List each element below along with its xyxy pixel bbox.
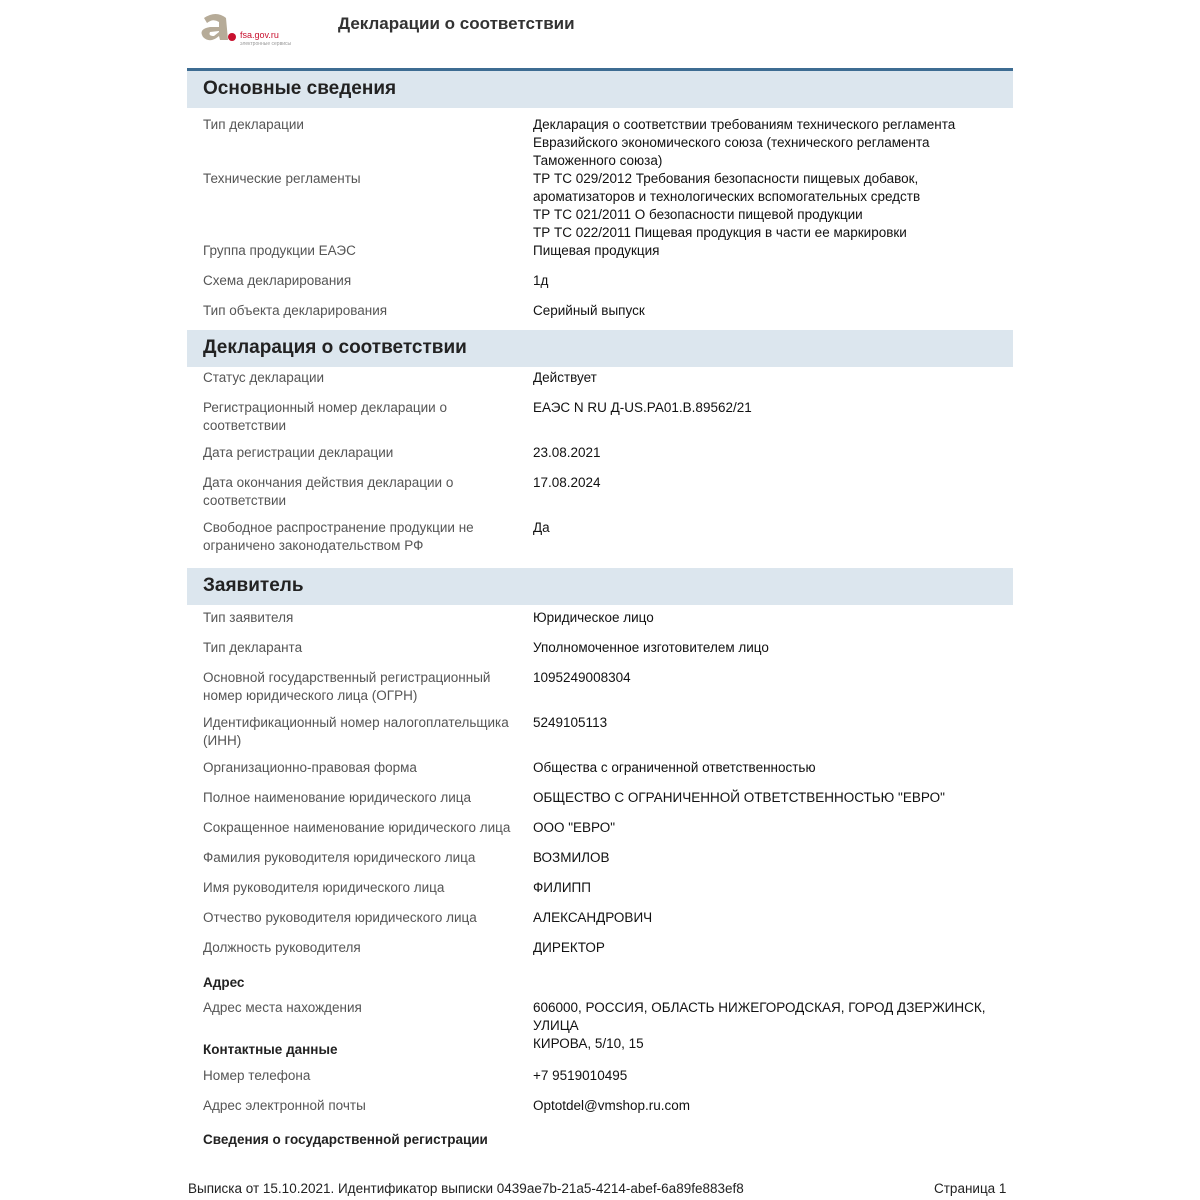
section-title: Заявитель [203,575,304,596]
field-value: Пищевая продукция [533,243,660,258]
field-value: ЕАЭС N RU Д-US.РА01.В.89562/21 [533,400,752,415]
field-value: ТР ТС 029/2012 Требования безопасности пищевых добавок, ароматизаторов и технологических вспомогательных средств ТР ТС 021/2011 О безопасности пищевой продукции ТР ТС 022/2011 Пищевая продукция в части ее маркировки [533,171,921,240]
field-value: Действует [533,370,597,385]
contacts-heading: Контактные данные [203,1042,338,1057]
field-label: Тип объекта декларирования [203,303,388,318]
field-label: Дата регистрации декларации [203,445,394,460]
field-value: ОБЩЕСТВО С ОГРАНИЧЕННОЙ ОТВЕТСТВЕННОСТЬЮ "ЕВРО" [533,790,945,805]
field-label: Должность руководителя [203,940,361,955]
logo-site: fsa.gov.ru [240,30,279,40]
field-value: Декларация о соответствии требованиям технического регламента Евразийского экономического союза (технического регламента Таможенного союза) [533,117,956,168]
field-value: 23.08.2021 [533,445,601,460]
document-title: Декларации о соответствии [338,14,575,33]
address-heading: Адрес [203,975,245,990]
field-value: Серийный выпуск [533,303,645,318]
page-number: Страница 1 [934,1181,1007,1196]
field-value: 606000, РОССИЯ, ОБЛАСТЬ НИЖЕГОРОДСКАЯ, ГОРОД ДЗЕРЖИНСК, УЛИЦА КИРОВА, 5/10, 15 [533,1000,986,1051]
extract-info: Выписка от 15.10.2021. Идентификатор выписки 0439ae7b-21a5-4214-abef-6a89fe883ef8 [188,1181,744,1196]
state-registration-heading: Сведения о государственной регистрации [203,1132,488,1147]
field-value: ВОЗМИЛОВ [533,850,610,865]
field-label: Тип заявителя [203,610,294,625]
field-value: 5249105113 [533,715,608,730]
field-value: Уполномоченное изготовителем лицо [533,640,769,655]
field-value: Юридическое лицо [533,610,654,625]
section-title: Основные сведения [203,78,397,99]
field-value: ООО "ЕВРО" [533,820,616,835]
field-label: Свободное распространение продукции не ограничено законодательством РФ [203,520,474,553]
field-label: Полное наименование юридического лица [203,790,472,805]
field-label: Дата окончания действия декларации о соответствии [203,475,454,508]
field-label: Организационно-правовая форма [203,760,417,775]
field-label: Адрес места нахождения [203,1000,362,1015]
section-title: Декларация о соответствии [203,337,467,358]
field-label: Сокращенное наименование юридического лица [203,820,511,835]
field-label: Идентификационный номер налогоплательщика (ИНН) [203,715,509,748]
field-value: Да [533,520,550,535]
fsa-logo[interactable] [198,10,318,50]
field-label: Имя руководителя юридического лица [203,880,445,895]
logo-caption: электронные сервисы [240,41,292,47]
field-label: Группа продукции ЕАЭС [203,243,356,258]
field-label: Основной государственный регистрационный номер юридического лица (ОГРН) [203,670,491,703]
field-value: Общества с ограниченной ответственностью [533,760,816,775]
field-value: 17.08.2024 [533,475,601,490]
field-label: Технические регламенты [203,171,361,186]
field-label: Адрес электронной почты [203,1098,366,1113]
field-value: 1095249008304 [533,670,631,685]
section-header [187,68,1013,108]
field-value: ФИЛИПП [533,880,591,895]
field-value: ДИРЕКТОР [533,940,605,955]
field-label: Тип декларации [203,117,304,132]
field-value: Optotdel@vmshop.ru.com [533,1098,691,1113]
field-value: +7 9519010495 [533,1068,628,1083]
field-label: Отчество руководителя юридического лица [203,910,477,925]
field-label: Тип декларанта [203,640,303,655]
field-label: Номер телефона [203,1068,311,1083]
section-header [187,568,1013,605]
section-header [187,330,1013,367]
field-label: Фамилия руководителя юридического лица [203,850,476,865]
field-label: Схема декларирования [203,273,352,288]
field-value: 1д [533,273,549,288]
field-label: Статус декларации [203,370,325,385]
field-label: Регистрационный номер декларации о соответствии [203,400,447,433]
field-value: АЛЕКСАНДРОВИЧ [533,910,653,925]
